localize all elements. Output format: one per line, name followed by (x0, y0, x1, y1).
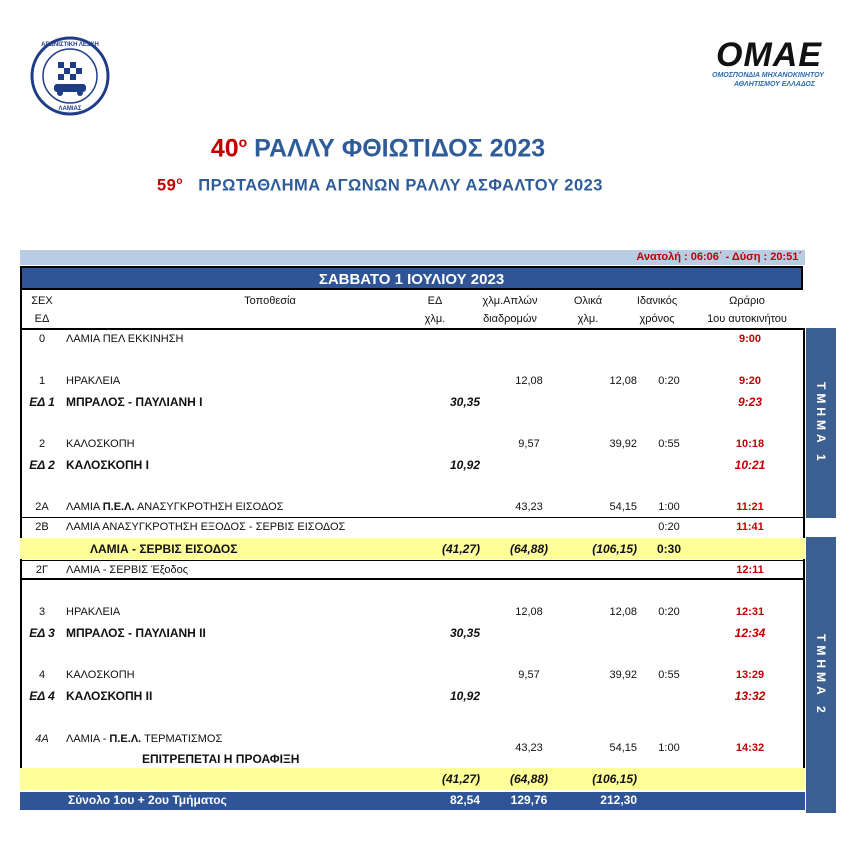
total-tot: 212,30 (600, 793, 637, 807)
row-code: ΕΔ 2 (29, 458, 55, 472)
row-place: ΛΑΜΙΑ ΠΕΛ ΕΚΚΙΝΗΣΗ (66, 333, 184, 345)
row-time: 12:34 (734, 626, 766, 640)
header-code-1: ΣΕΧ (31, 295, 53, 307)
subtitle-text: ΠΡΩΤΑΘΛΗΜΑ ΑΓΩΝΩΝ ΡΑΛΛΥ ΑΣΦΑΛΤΟΥ 2023 (198, 176, 603, 195)
header-code-2: ΕΔ (34, 313, 50, 325)
row-place: ΚΑΛΟΣΚΟΠΗ (66, 669, 135, 681)
row-place (66, 499, 283, 515)
row-ideal: 0:30 (656, 542, 682, 556)
table-row (20, 436, 805, 452)
header-code (20, 292, 64, 328)
header-ed (410, 292, 460, 328)
row-tot: 12,08 (609, 606, 637, 618)
svg-text:ΛΑΜΙΑΣ: ΛΑΜΙΑΣ (58, 106, 82, 112)
table-row (20, 688, 805, 704)
row-time: 10:21 (734, 458, 766, 472)
row-ideal: 1:00 (658, 742, 680, 754)
row-tot: 12,08 (609, 375, 637, 387)
row-time: 9:23 (737, 395, 763, 409)
table-row (20, 751, 805, 767)
section-divider (20, 578, 805, 580)
row-ideal: 1:00 (658, 501, 680, 513)
row-time: 13:29 (735, 669, 765, 681)
header-apl-2: διαδρομών (483, 313, 537, 325)
omae-title: OMAE (716, 36, 822, 74)
row-time: 13:32 (734, 689, 766, 703)
row-apl: 43,23 (515, 501, 543, 513)
row-code: 0 (38, 333, 46, 345)
subtitle-number: 59 (157, 176, 177, 195)
table-row (20, 771, 805, 787)
row-place: ΚΑΛΟΣΚΟΠΗ Ι (66, 458, 149, 472)
header-apl (462, 292, 558, 328)
row-time: 12:11 (736, 564, 764, 576)
row-place: ΗΡΑΚΛΕΙΑ (66, 606, 121, 618)
page-title (0, 134, 756, 163)
header-ideal (622, 292, 692, 328)
title-text: ΡΑΛΛΥ ΦΘΙΩΤΙΔΟΣ 2023 (247, 134, 546, 163)
row-tot: (106,15) (592, 542, 637, 556)
row-tot: 39,92 (609, 669, 637, 681)
row-place: ΛΑΜΙΑ ΑΝΑΣΥΓΚΡΟΤΗΣΗ ΕΞΟΔΟΣ - ΣΕΡΒΙΣ ΕΙΣΟΔΟΣ (66, 521, 346, 533)
row-place: ΚΑΛΟΣΚΟΠΗ ΙΙ (66, 689, 153, 703)
row-apl: 43,23 (515, 742, 543, 754)
row-ed: 30,35 (449, 626, 480, 640)
row-time: 14:32 (735, 742, 765, 754)
row-place: ΛΑΜΙΑ - ΣΕΡΒΙΣ ΕΙΣΟΔΟΣ (90, 542, 238, 556)
row-place: ΛΑΜΙΑ - ΣΕΡΒΙΣ Έξοδος (66, 564, 189, 576)
row-code: 4Α (35, 733, 49, 745)
row-apl: 12,08 (515, 375, 543, 387)
header-ideal-2: χρόνος (639, 313, 675, 325)
row-code: 2Γ (35, 564, 49, 576)
row-place: ΚΑΛΟΣΚΟΠΗ (66, 438, 135, 450)
table-row (20, 373, 805, 389)
omae-subtitle-2: ΑΘΛΗΤΙΣΜΟΥ ΕΛΛΑΔΟΣ (734, 81, 815, 88)
row-tot: 54,15 (609, 501, 637, 513)
row-tot: (106,15) (592, 772, 637, 786)
row-ideal: 0:20 (658, 606, 680, 618)
row-time: 9:20 (738, 375, 762, 387)
row-code: 3 (38, 606, 46, 618)
total-ed: 82,54 (449, 793, 480, 807)
row-code: 2Α (35, 501, 49, 513)
total-row (20, 792, 805, 810)
total-apl: 129,76 (510, 793, 548, 807)
sun-times: Ανατολή : 06:06΄ - Δύση : 20:51΄ (636, 251, 802, 263)
table-row (20, 394, 805, 410)
row-place-part: ΛΑΜΙΑ - (66, 733, 110, 745)
row-time: 11:41 (736, 521, 764, 533)
row-ideal: 0:55 (658, 438, 680, 450)
header-ideal-1: Ιδανικός (636, 295, 678, 307)
row-apl: 12,08 (515, 606, 543, 618)
row-place: ΜΠΡΑΛΟΣ - ΠΑΥΛΙΑΝΗ ΙΙ (66, 626, 206, 640)
table-row (20, 499, 805, 515)
title-sup: ο (238, 134, 248, 150)
table-row (20, 604, 805, 620)
header-divider (20, 328, 805, 330)
row-place-part: ΑΝΑΣΥΓΚΡΟΤΗΣΗ ΕΙΣΟΔΟΣ (134, 501, 284, 513)
header-time-2: 1ου αυτοκινήτου (707, 313, 787, 325)
row-tot: 39,92 (609, 438, 637, 450)
svg-text:ΑΓΩΝΙΣΤΙΚΗ ΛΕΣΧΗ: ΑΓΩΝΙΣΤΙΚΗ ΛΕΣΧΗ (41, 42, 99, 48)
table-row (20, 541, 805, 557)
row-place-part: ΛΑΜΙΑ (66, 501, 103, 513)
row-time: 11:21 (736, 501, 764, 513)
row-apl: 9,57 (518, 669, 540, 681)
day-header: ΣΑΒΒΑΤΟ 1 ΙΟΥΛΙΟΥ 2023 (20, 266, 803, 290)
header-ed-1: ΕΔ (427, 295, 443, 307)
row-apl: 9,57 (518, 438, 540, 450)
row-time: 10:18 (735, 438, 765, 450)
row-ed: 10,92 (449, 689, 480, 703)
row-place-part: Π.Ε.Λ. (109, 733, 142, 745)
row-ed: (41,27) (441, 542, 480, 556)
header-ed-2: χλμ. (424, 313, 446, 325)
row-divider (20, 560, 805, 561)
row-code: ΕΔ 1 (29, 395, 55, 409)
table-row (20, 331, 805, 347)
total-label: Σύνολο 1ου + 2ου Τμήματος (68, 793, 227, 807)
row-note: ΕΠΙΤΡΕΠΕΤΑΙ Η ΠΡΟΑΦΙΞΗ (142, 752, 300, 766)
row-place: ΗΡΑΚΛΕΙΑ (66, 375, 121, 387)
row-apl: (64,88) (509, 772, 549, 786)
row-ed: 30,35 (449, 395, 480, 409)
row-code: 2 (38, 438, 46, 450)
table-row (20, 562, 805, 578)
club-logo (30, 36, 110, 116)
row-code: 1 (38, 375, 46, 387)
header-apl-1: χλμ.Απλών (482, 295, 538, 307)
table-row (20, 625, 805, 641)
row-place-part: Π.Ε.Λ. (102, 501, 135, 513)
row-place: ΜΠΡΑΛΟΣ - ΠΑΥΛΙΑΝΗ Ι (66, 395, 203, 409)
omae-logo (708, 36, 824, 96)
page-subtitle (0, 176, 760, 196)
row-ed: (41,27) (441, 772, 480, 786)
row-ideal: 0:20 (658, 375, 680, 387)
header-tot-2: χλμ. (577, 313, 599, 325)
row-ideal: 0:55 (658, 669, 680, 681)
header-time (692, 292, 802, 328)
row-code: ΕΔ 3 (29, 626, 55, 640)
section-1-text: ΤΜΗΜΑ 1 (814, 381, 828, 465)
row-time: 12:31 (735, 606, 765, 618)
header-place: Τοποθεσία (244, 295, 296, 307)
row-ed: 10,92 (449, 458, 480, 472)
row-code: 2Β (35, 521, 49, 533)
section-label-1 (806, 328, 836, 518)
table-row (20, 667, 805, 683)
row-divider (20, 517, 805, 518)
row-time: 9:00 (738, 333, 762, 345)
header-time-1: Ωράριο (729, 295, 765, 307)
subtitle-sup: ο (176, 176, 183, 187)
row-code: ΕΔ 4 (29, 689, 55, 703)
title-number: 40 (210, 134, 239, 163)
row-apl: (64,88) (509, 542, 549, 556)
header-tot (558, 292, 618, 328)
section-label-2 (806, 537, 836, 813)
row-code: 4 (38, 669, 46, 681)
header-tot-1: Ολικά (573, 295, 603, 307)
row-ideal: 0:20 (658, 521, 680, 533)
section-2-text: ΤΜΗΜΑ 2 (814, 633, 828, 717)
omae-subtitle-1: ΟΜΟΣΠΟΝΔΙΑ ΜΗΧΑΝΟΚΙΝΗΤΟΥ (712, 72, 824, 79)
row-place-part: ΤΕΡΜΑΤΙΣΜΟΣ (141, 733, 223, 745)
row-tot: 54,15 (609, 742, 637, 754)
table-row (20, 457, 805, 473)
table-row (20, 519, 805, 535)
